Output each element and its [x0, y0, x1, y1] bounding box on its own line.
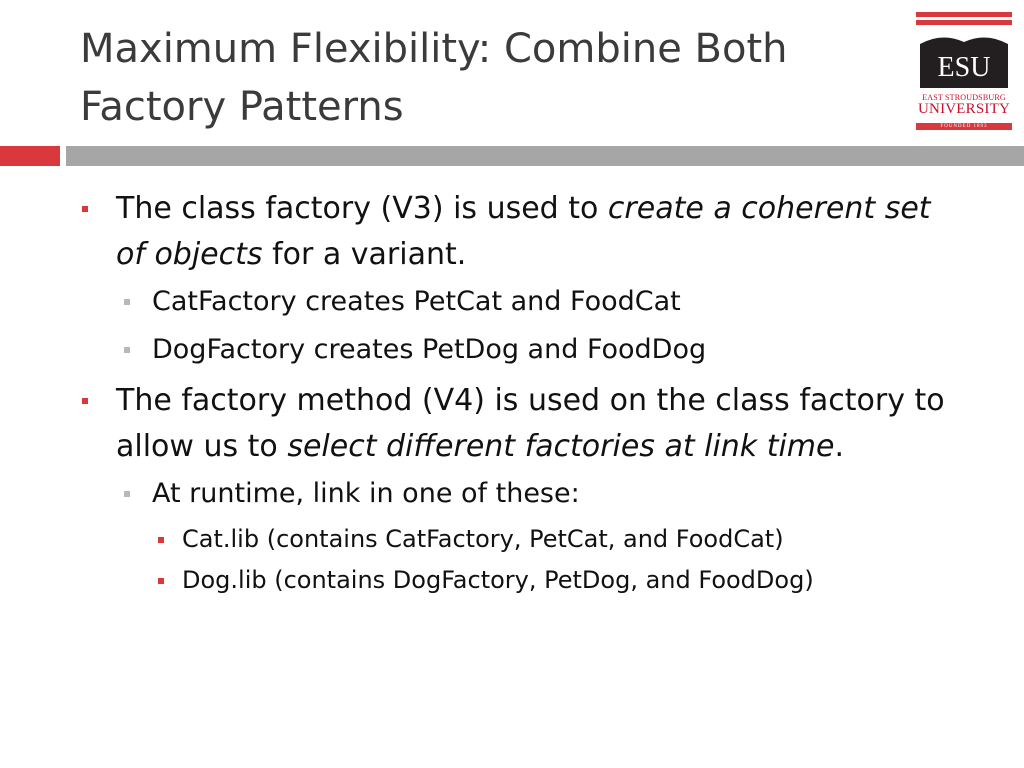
sub-bullet-text: At runtime, link in one of these: [152, 478, 580, 509]
logo-line-2: UNIVERSITY [918, 101, 1010, 117]
logo-top-bar-2 [916, 20, 1012, 25]
esu-emblem-icon [920, 34, 1008, 88]
bullet-square-icon [158, 578, 164, 584]
bullet-list [80, 186, 960, 604]
logo-top-bar [916, 12, 1012, 17]
sub-bullet-text: CatFactory creates PetCat and FoodCat [152, 286, 681, 317]
sub-sub-bullet-item [80, 522, 960, 557]
title-line-1: Maximum Flexibility: Combine Both [80, 26, 788, 72]
bullet-text-pre: The factory method (V4) is used on the class factory to allow us to [116, 383, 945, 464]
logo-founded: FOUNDED 1893 [916, 123, 1012, 130]
bullet-square-icon [82, 398, 88, 404]
title-line-2: Factory Patterns [80, 84, 404, 130]
bullet-text-emphasis: select different factories at link time [287, 429, 835, 464]
sub-bullet-text: DogFactory creates PetDog and FoodDog [152, 334, 707, 365]
divider-accent [0, 146, 60, 166]
bullet-text-post: for a variant. [262, 237, 467, 272]
sub-bullet-item [80, 474, 960, 514]
university-logo [916, 12, 1012, 134]
sub-sub-bullet-text: Cat.lib (contains CatFactory, PetCat, and FoodCat) [182, 525, 784, 553]
bullet-square-icon [124, 491, 130, 497]
bullet-square-icon [124, 299, 130, 305]
bullet-text-pre: The class factory (V3) is used to [116, 191, 608, 226]
logo-initials: ESU [937, 52, 991, 83]
bullet-item [80, 378, 960, 470]
slide-title [80, 20, 900, 136]
sub-sub-bullet-item [80, 563, 960, 598]
bullet-text-emphasis: create a coherent set of objects [116, 191, 931, 272]
divider-band [66, 146, 1024, 166]
sub-bullet-item [80, 330, 960, 370]
logo-line-1: EAST STROUDSBURG [922, 93, 1006, 102]
sub-bullet-item [80, 282, 960, 322]
bullet-text-post: . [834, 429, 845, 464]
bullet-square-icon [124, 347, 130, 353]
sub-sub-bullet-text: Dog.lib (contains DogFactory, PetDog, and FoodDog) [182, 566, 814, 594]
bullet-square-icon [158, 537, 164, 543]
bullet-square-icon [82, 206, 88, 212]
bullet-item [80, 186, 960, 278]
